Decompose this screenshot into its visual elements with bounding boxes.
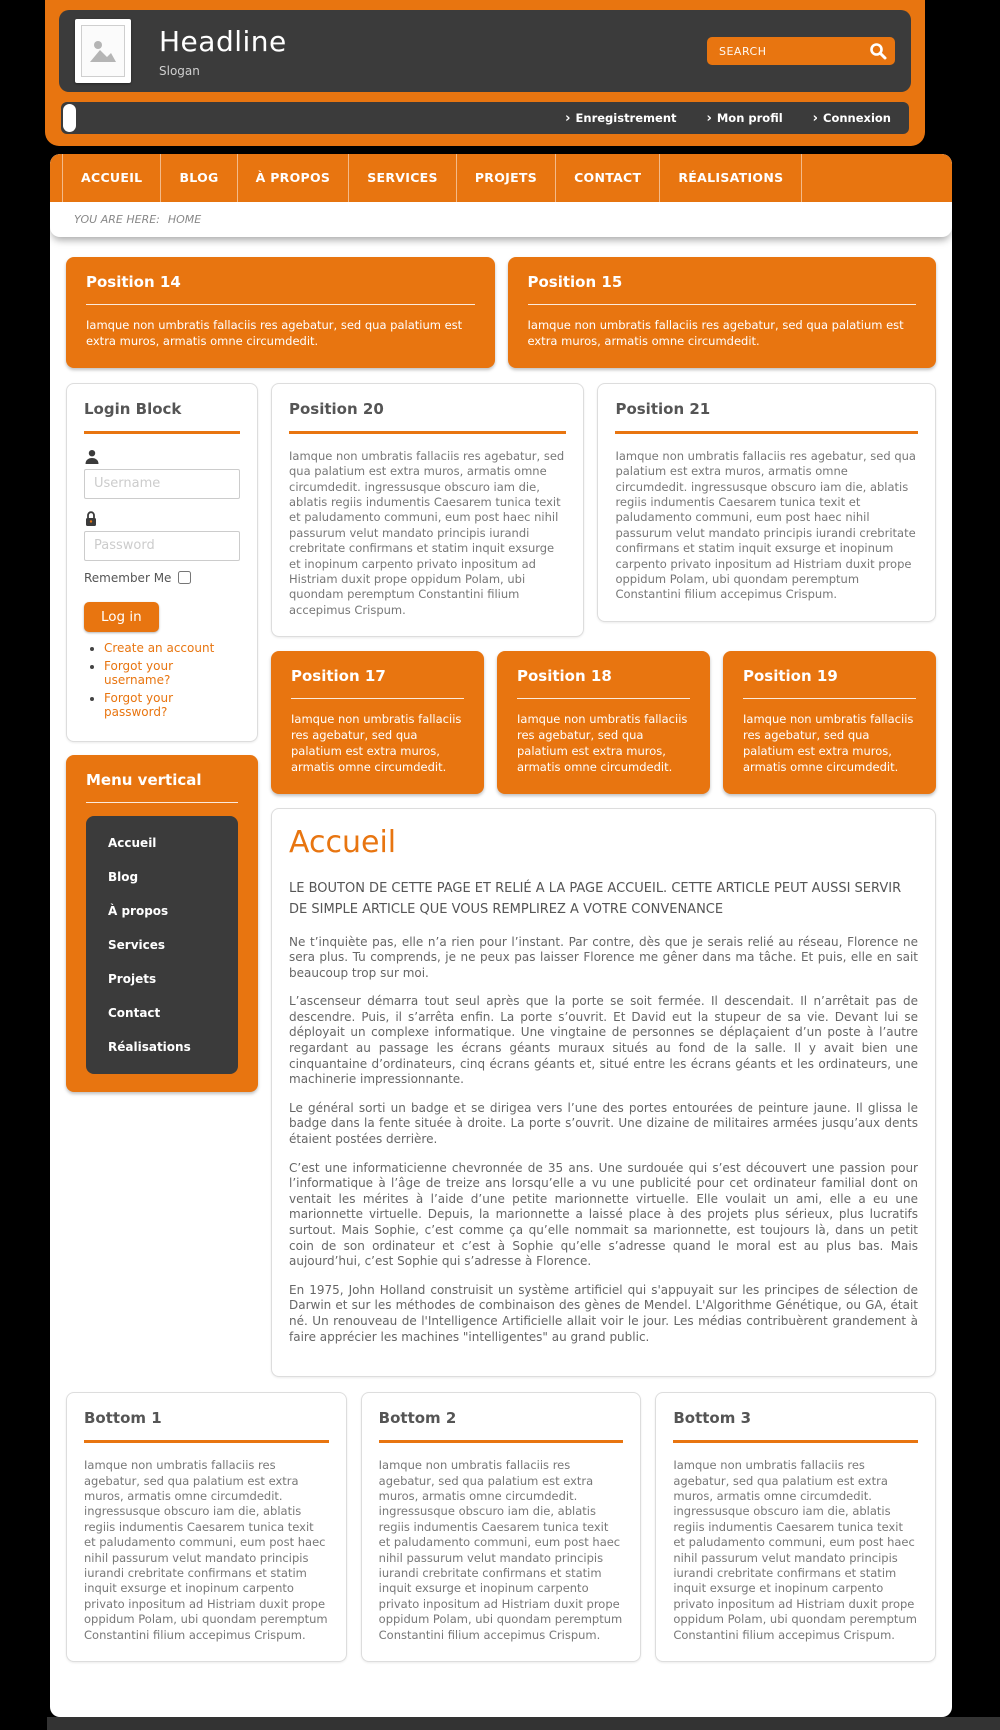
list-item [104,659,240,687]
divider [528,304,917,305]
chevron-right-icon: › [706,110,712,126]
vertical-menu [86,816,238,1074]
main-container [50,154,952,1717]
divider [743,698,916,699]
module-text: Iamque non umbratis fallaciis res agebatur, sed qua palatium est extra muros, armatis omne circumdedit. ingressusque obscuro iam die, ablatis regiis indumentis Caesarem tunica texit et paludamento communi, eum post haec nihil passurum velut mandato principis iurandi crebritate confirmans et statim inquit exsurge et inopinum carpento privato inpositum ad Histriam duxit prope oppidum Polam, ubi quondam peremptum Constantini filium accepimus Crispum. [84,1458,328,1642]
login-link[interactable] [813,111,891,125]
password-input[interactable] [84,531,240,561]
site-identity [159,25,287,78]
forgot-username-link[interactable]: Forgot your username? [104,658,173,687]
vmenu-item-accueil[interactable]: Accueil [108,835,157,850]
module-title: Position 15 [527,273,623,291]
breadcrumb [50,202,952,237]
remember-me-row [84,571,240,586]
nav-item-realisations[interactable]: RÉALISATIONS [660,154,802,202]
module-text: Iamque non umbratis fallaciis res agebatur, sed qua palatium est extra muros, armatis omne circumdedit. ingressusque obscuro iam die, ablatis regiis indumentis Caesarem tunica texit et paludamento communi, eum post haec nihil passurum velut mandato principis iurandi crebritate confirmans et statim inquit exsurge et inopinum carpento privato inpositum ad Histriam duxit prope oppidum Polam, ubi quondam peremptum Constantini filium accepimus Crispum. [378,1458,623,1642]
login-button[interactable]: Log in [84,602,159,632]
logo [75,19,131,83]
divider [379,1440,624,1443]
breadcrumb-label: YOU ARE HERE: [74,213,160,226]
vmenu-item-realisations[interactable]: Réalisations [108,1039,191,1054]
module-title: Position 18 [517,667,612,686]
module-text: Iamque non umbratis fallaciis res agebatur, sed qua palatium est extra muros, armatis omne circumdedit. [291,712,462,774]
divider [517,698,690,699]
module-title: Bottom 3 [673,1409,752,1428]
module-text: Iamque non umbratis fallaciis res agebatur, sed qua palatium est extra muros, armatis omne circumdedit. ingressusque obscuro iam die, ablatis regiis indumentis Caesarem tunica texit et paludamento communi, eum post haec nihil passurum velut mandato principis iurandi crebritate confirmans et statim inquit exsurge et inopinum carpento privato inpositum ad Histriam duxit prope oppidum Polam, ubi quondam peremptum Constantini filium accepimus Crispum. [673,1458,917,1642]
article-paragraph: L’ascenseur démarra tout seul après que la porte se soit fermée. Il descendait. Il n’arrêtait pas de descendre. Puis, il s’arrêta enfin. La porte s’ouvrit. Et David eut la stupeur de sa vie. Devant lui se déployait un complexe informatique. Une vingtaine de personnes se déplaçaient d’un poste à l’autre regardant au passage les écrans géants muraux situés au fond de la salle. Il y avait bien une cinquantaine d’ordinateurs, cinq écrans géants et, situé entre les écrans géants et les ordinateurs, une machinerie impressionnante. [289,994,918,1087]
login-block-title: Login Block [84,399,182,418]
module-title: Position 19 [743,667,838,686]
register-link-label: Enregistrement [575,111,677,125]
login-block [66,383,258,742]
module-bottom-2 [361,1392,642,1662]
user-bar [61,102,909,134]
menu-vertical [66,755,258,1092]
chevron-right-icon: › [565,110,571,126]
nav-item-contact[interactable]: CONTACT [556,154,660,202]
divider [86,802,238,803]
search-icon[interactable] [869,42,887,60]
main-column [271,383,936,1377]
user-icon [84,449,240,465]
lock-icon [84,511,240,527]
divider [289,431,566,434]
module-position-19 [723,651,936,793]
register-link[interactable] [565,111,676,125]
article-paragraph: Ne t’inquiète pas, elle n’a rien pour l’instant. Par contre, dès que je serais relié au réseau, Florence ne sera plus. Tu comprends, je ne peux pas laisser Florence me gêner dans ma tâche. Et puis, elle en sait beaucoup trop sur moi. [289,934,918,980]
module-text: Iamque non umbratis fallaciis res agebatur, sed qua palatium est extra muros, armatis omne circumdedit. [743,712,914,774]
site-slogan: Slogan [159,63,200,78]
vmenu-item-services[interactable]: Services [108,937,166,952]
position-20-21-row [271,383,936,637]
footer-bar [47,1717,1000,1730]
sidebar [66,383,258,1092]
module-text: Iamque non umbratis fallaciis res agebatur, sed qua palatium est extra muros, armatis omne circumdedit. [517,712,688,774]
vmenu-item-projets[interactable]: Projets [108,971,157,986]
article-paragraph: Le général sorti un badge et se dirigea vers l’une des portes entourées de peinture jaune. Il glissa le badge dans la fente située à droite. La porte s’ouvrit. Une dizaine de militaires armées jusqu’aux dents étaient postées derrière. [289,1100,918,1147]
image-placeholder-icon [81,25,125,77]
search-box [707,37,895,65]
module-title: Position 21 [615,399,711,418]
module-position-20 [271,383,584,637]
menu-vertical-title: Menu vertical [86,770,202,789]
nav-item-a-propos[interactable]: À PROPOS [238,154,350,202]
module-text: Iamque non umbratis fallaciis res agebatur, sed qua palatium est extra muros, armatis omne circumdedit. [527,318,904,348]
userbar-left-cap [63,104,76,132]
vmenu-item-blog[interactable]: Blog [108,869,139,884]
module-bottom-3 [655,1392,936,1662]
divider [84,1440,329,1443]
vmenu-item-a-propos[interactable]: À propos [108,903,169,918]
login-link-label: Connexion [823,111,891,125]
chevron-right-icon: › [812,110,819,126]
module-text: Iamque non umbratis fallaciis res agebatur, sed qua palatium est extra muros, armatis omne circumdedit. ingressusque obscuro iam die, ablatis regiis indumentis Caesarem tunica texit et paludamento communi, eum post haec nihil passurum velut mandato principis iurandi crebritate confirmans et statim inquit exsurge et inopinum carpento privato inpositum ad Histriam duxit prope oppidum Polam, ubi quondam peremptum Constantini filium accepimus Crispum. [289,448,565,617]
divider [291,698,464,699]
article-title: Accueil [289,824,397,860]
remember-me-checkbox[interactable] [178,571,191,584]
remember-me-label: Remember Me [84,571,172,586]
module-title: Position 20 [289,399,384,418]
site-title: Headline [159,24,287,58]
middle-row [66,383,936,1377]
nav-item-accueil[interactable]: ACCUEIL [62,154,161,202]
bottom-modules-row [66,1392,936,1662]
profile-link[interactable] [707,111,783,125]
header [59,10,911,92]
search-input[interactable] [707,37,895,65]
header-banner [45,0,925,146]
article-paragraph: C’est une informaticienne chevronnée de 35 ans. Une surdouée qui s’est découvert une passion pour l’informatique à l’âge de treize ans lorsqu’elle a vu une publicité pour cet ordinateur familial dont on ventait les mérites à l’aide d’une petite marionnette virtuelle. Elle voulait un ami, elle a eu une marionnette virtuelle. Depuis, la marionnette a laissé place à des projets plus sérieux, plus lucratifs surtout. Mais Sophie, c’est comme ça qu’elle nommait sa marionnette, est toujours là, dans un petit coin de son ordinateur et c’est à Sophie qu’elle s’adresse quand le moral est au plus bas. Mais aujourd’hui, c’est Sophie qui s’adresse à Florence. [289,1160,918,1269]
nav-item-projets[interactable]: PROJETS [457,154,556,202]
module-position-17 [271,651,484,793]
top-modules-row [66,257,936,368]
vmenu-item-contact[interactable]: Contact [108,1005,161,1020]
username-input[interactable] [84,469,240,499]
module-position-21 [597,383,936,622]
breadcrumb-home[interactable]: HOME [167,213,202,226]
nav-item-services[interactable]: SERVICES [349,154,457,202]
forgot-password-link[interactable]: Forgot your password? [104,690,173,719]
module-position-18 [497,651,710,793]
module-title: Bottom 2 [378,1409,457,1428]
divider [86,304,475,305]
module-title: Position 17 [291,667,386,686]
module-position-14 [66,257,495,368]
article-paragraph: En 1975, John Holland construisit un système artificiel qui s'appuyait sur les principes de sélection de Darwin et sur les méthodes de combinaison des gènes de Mendel. L'Algorithme Génétique, ou GA, était né. Un renouveau de l'Intelligence Artificielle allait voir le jour. Les médias contribuèrent grandement à faire apprécier les machines "intelligentes" au grand public. [289,1282,918,1344]
article-accueil [271,808,936,1378]
divider [673,1440,918,1443]
module-bottom-1 [66,1392,347,1662]
position-17-18-19-row [271,651,936,793]
create-account-link[interactable]: Create an account [104,640,215,655]
divider [84,431,240,434]
module-text: Iamque non umbratis fallaciis res agebatur, sed qua palatium est extra muros, armatis omne circumdedit. [86,318,463,348]
module-text: Iamque non umbratis fallaciis res agebatur, sed qua palatium est extra muros, armatis omne circumdedit. ingressusque obscuro iam die, ablatis regiis indumentis Caesarem tunica texit et paludamento communi, eum post haec nihil passurum velut mandato principis iurandi crebritate confirmans et statim inquit exsurge et inopinum carpento privato inpositum ad Histriam duxit prope oppidum Polam, ubi quondam peremptum Constantini filium accepimus Crispum. [615,448,916,602]
main-nav [50,154,952,202]
content [50,237,952,1717]
list-item [104,641,240,655]
module-title: Position 14 [86,273,181,291]
divider [615,431,918,434]
article-subheading: LE BOUTON DE CETTE PAGE ET RELIÉ A LA PAGE ACCUEIL. CETTE ARTICLE PEUT AUSSI SERVIR DE SIMPLE ARTICLE QUE VOUS REMPLIREZ A VOTRE CONVENANCE [289,880,902,918]
module-title: Bottom 1 [84,1409,162,1428]
profile-link-label: Mon profil [716,111,783,125]
login-links [84,641,240,719]
nav-item-blog[interactable]: BLOG [161,154,237,202]
list-item [104,691,240,719]
module-position-15 [508,257,937,368]
